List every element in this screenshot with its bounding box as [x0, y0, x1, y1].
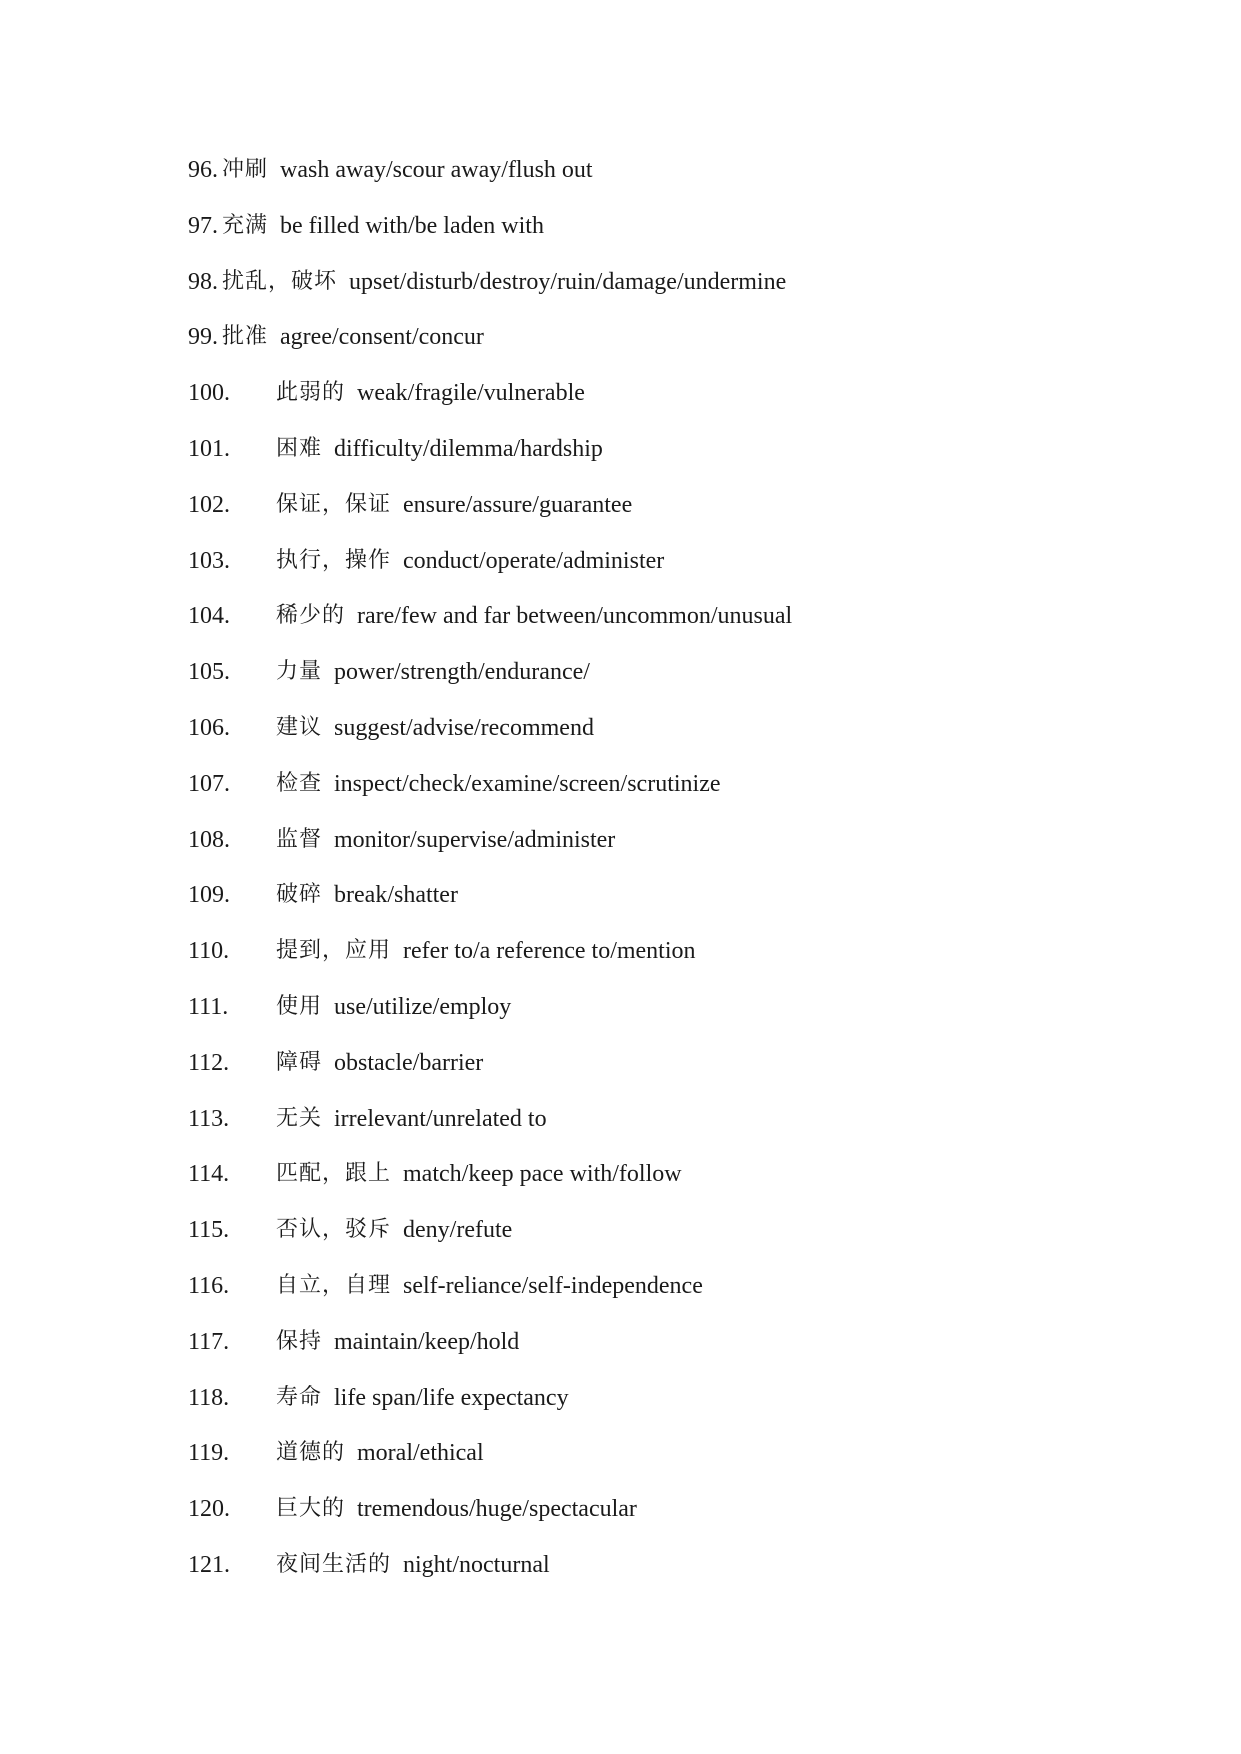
vocab-item [188, 1162, 792, 1218]
english-translations: upset/disturb/destroy/ruin/damage/undermine [349, 268, 787, 295]
vocab-item [188, 772, 792, 828]
item-number: 116. [188, 1272, 230, 1299]
item-number: 103. [188, 547, 230, 574]
item-number: 121. [188, 1551, 230, 1578]
english-translations: weak/fragile/vulnerable [357, 380, 585, 407]
english-translations: life span/life expectancy [334, 1384, 569, 1411]
english-translations: wash away/scour away/flush out [280, 157, 593, 183]
item-number: 119. [188, 1440, 230, 1467]
english-translations: tremendous/huge/spectacular [357, 1496, 637, 1523]
vocab-item [188, 158, 792, 214]
item-number: 97. [188, 212, 218, 239]
chinese-term: 稀少的 [276, 603, 346, 629]
english-translations: maintain/keep/hold [334, 1328, 520, 1355]
chinese-term: 道德的 [276, 1440, 346, 1466]
chinese-term: 监督 [276, 826, 323, 852]
item-number: 115. [188, 1217, 230, 1244]
english-translations: match/keep pace with/follow [403, 1161, 682, 1188]
chinese-term: 寿命 [276, 1384, 323, 1410]
item-number: 110. [188, 938, 230, 965]
chinese-term: 冲刷 [222, 157, 269, 182]
vocab-item [188, 1553, 792, 1609]
item-number: 120. [188, 1496, 230, 1523]
vocab-item [188, 325, 792, 381]
vocab-list [188, 158, 792, 1609]
chinese-term: 此弱的 [276, 380, 346, 406]
english-translations: break/shatter [334, 882, 458, 909]
item-number: 109. [188, 882, 230, 909]
vocab-item [188, 493, 792, 549]
vocab-item [188, 1386, 792, 1442]
chinese-term: 保证，保证 [276, 491, 392, 517]
vocab-item [188, 437, 792, 493]
english-translations: be filled with/be laden with [280, 212, 544, 239]
vocab-item [188, 549, 792, 605]
english-translations: monitor/supervise/administer [334, 826, 616, 853]
chinese-term: 夜间生活的 [276, 1551, 392, 1577]
vocab-item [188, 1218, 792, 1274]
chinese-term: 建议 [276, 714, 323, 740]
english-translations: deny/refute [403, 1217, 513, 1244]
english-translations: difficulty/dilemma/hardship [334, 435, 603, 462]
chinese-term: 力量 [276, 659, 323, 685]
chinese-term: 使用 [276, 993, 323, 1019]
chinese-term: 匹配，跟上 [276, 1161, 392, 1187]
vocab-item [188, 381, 792, 437]
item-number: 96. [188, 157, 218, 183]
english-translations: obstacle/barrier [334, 1049, 484, 1076]
english-translations: agree/consent/concur [280, 324, 484, 351]
item-number: 98. [188, 268, 218, 295]
item-number: 112. [188, 1049, 230, 1076]
vocab-item [188, 939, 792, 995]
english-translations: ensure/assure/guarantee [403, 491, 633, 518]
vocab-item [188, 828, 792, 884]
chinese-term: 自立，自理 [276, 1272, 392, 1298]
english-translations: self-reliance/self-independence [403, 1272, 703, 1299]
vocab-item [188, 270, 792, 326]
item-number: 102. [188, 491, 230, 518]
english-translations: rare/few and far between/uncommon/unusual [357, 603, 793, 630]
chinese-term: 无关 [276, 1105, 323, 1131]
vocab-item [188, 1497, 792, 1553]
item-number: 114. [188, 1161, 230, 1188]
item-number: 101. [188, 435, 230, 462]
english-translations: suggest/advise/recommend [334, 714, 594, 741]
chinese-term: 充满 [222, 212, 269, 238]
vocab-item [188, 995, 792, 1051]
chinese-term: 保持 [276, 1328, 323, 1354]
item-number: 108. [188, 826, 230, 853]
english-translations: power/strength/endurance/ [334, 659, 590, 686]
vocab-item [188, 660, 792, 716]
chinese-term: 检查 [276, 770, 323, 796]
item-number: 107. [188, 770, 230, 797]
chinese-term: 巨大的 [276, 1496, 346, 1522]
vocab-item [188, 1441, 792, 1497]
item-number: 117. [188, 1328, 230, 1355]
english-translations: use/utilize/employ [334, 993, 512, 1020]
english-translations: irrelevant/unrelated to [334, 1105, 547, 1132]
item-number: 118. [188, 1384, 230, 1411]
chinese-term: 执行，操作 [276, 547, 392, 573]
chinese-term: 障碍 [276, 1049, 323, 1075]
vocab-item [188, 1274, 792, 1330]
item-number: 99. [188, 324, 218, 351]
chinese-term: 扰乱，破坏 [222, 268, 338, 294]
english-translations: conduct/operate/administer [403, 547, 665, 574]
chinese-term: 否认，驳斥 [276, 1217, 392, 1243]
item-number: 104. [188, 603, 230, 630]
item-number: 106. [188, 714, 230, 741]
english-translations: refer to/a reference to/mention [403, 938, 696, 965]
chinese-term: 提到，应用 [276, 938, 392, 964]
item-number: 111. [188, 993, 229, 1020]
vocab-item [188, 1051, 792, 1107]
chinese-term: 破碎 [276, 882, 323, 908]
english-translations: moral/ethical [357, 1440, 484, 1467]
english-translations: inspect/check/examine/screen/scrutinize [334, 770, 721, 797]
vocab-item [188, 1107, 792, 1163]
item-number: 100. [188, 380, 230, 407]
chinese-term: 困难 [276, 435, 323, 461]
english-translations: night/nocturnal [403, 1551, 550, 1578]
item-number: 105. [188, 659, 230, 686]
vocab-item [188, 604, 792, 660]
chinese-term: 批准 [222, 324, 269, 350]
vocab-item [188, 1330, 792, 1386]
item-number: 113. [188, 1105, 230, 1132]
vocab-item [188, 716, 792, 772]
vocab-item [188, 883, 792, 939]
vocab-item [188, 214, 792, 270]
